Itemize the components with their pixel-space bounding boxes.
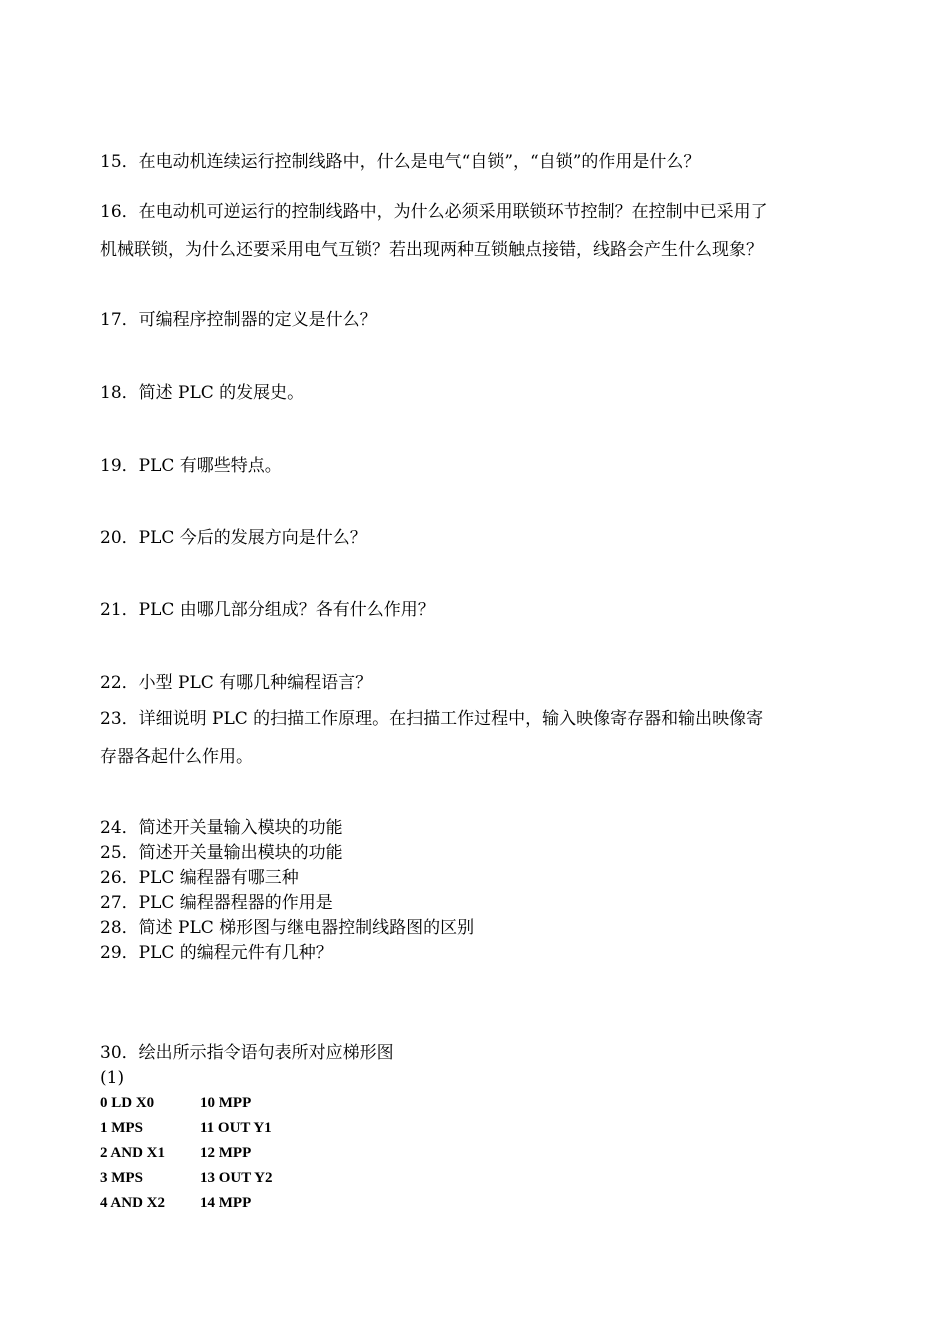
code-left: 2 AND X1 [100, 1145, 166, 1161]
question-19: 19．PLC 有哪些特点。 [100, 456, 282, 476]
question-15: 15．在电动机连续运行控制线路中，什么是电气“自锁”，“自锁”的作用是什么？ [100, 152, 701, 172]
code-right: 10 MPP [200, 1095, 252, 1111]
question-23-line-1: 23．详细说明 PLC 的扫描工作原理。在扫描工作过程中，输入映像寄存器和输出映像寄 [100, 709, 764, 729]
code-row [100, 1191, 251, 1216]
code-right: 11 OUT Y1 [200, 1120, 272, 1136]
code-row [100, 1116, 272, 1141]
question-16-line-2: 机械联锁，为什么还要采用电气互锁？若出现两种互锁触点接错，线路会产生什么现象？ [100, 240, 763, 260]
question-24: 24．简述开关量输入模块的功能 [100, 818, 343, 838]
question-30-title: 30．绘出所示指令语句表所对应梯形图 [100, 1043, 394, 1063]
question-21: 21．PLC 由哪几部分组成？各有什么作用？ [100, 600, 435, 620]
code-row [100, 1166, 273, 1191]
code-row [100, 1141, 251, 1166]
question-25: 25．简述开关量输出模块的功能 [100, 843, 343, 863]
code-left: 1 MPS [100, 1120, 143, 1136]
question-26: 26．PLC 编程器有哪三种 [100, 868, 299, 888]
question-23-line-2: 存器各起什么作用。 [100, 747, 253, 767]
code-left: 0 LD X0 [100, 1095, 155, 1111]
code-left: 3 MPS [100, 1170, 143, 1186]
code-right: 13 OUT Y2 [200, 1170, 273, 1186]
code-right: 12 MPP [200, 1145, 252, 1161]
question-16-line-1: 16．在电动机可逆运行的控制线路中，为什么必须采用联锁环节控制？在控制中已采用了 [100, 202, 768, 222]
question-30-sub: (1) [100, 1068, 125, 1088]
question-22: 22．小型 PLC 有哪几种编程语言？ [100, 673, 373, 693]
code-right: 14 MPP [200, 1195, 252, 1211]
question-20: 20．PLC 今后的发展方向是什么？ [100, 528, 367, 548]
question-28: 28．简述 PLC 梯形图与继电器控制线路图的区别 [100, 918, 475, 938]
code-left: 4 AND X2 [100, 1195, 166, 1211]
question-29: 29．PLC 的编程元件有几种？ [100, 943, 333, 963]
question-18: 18．简述 PLC 的发展史。 [100, 383, 305, 403]
question-27: 27．PLC 编程器程器的作用是 [100, 893, 333, 913]
code-row [100, 1091, 251, 1116]
question-17: 17．可编程序控制器的定义是什么？ [100, 310, 377, 330]
